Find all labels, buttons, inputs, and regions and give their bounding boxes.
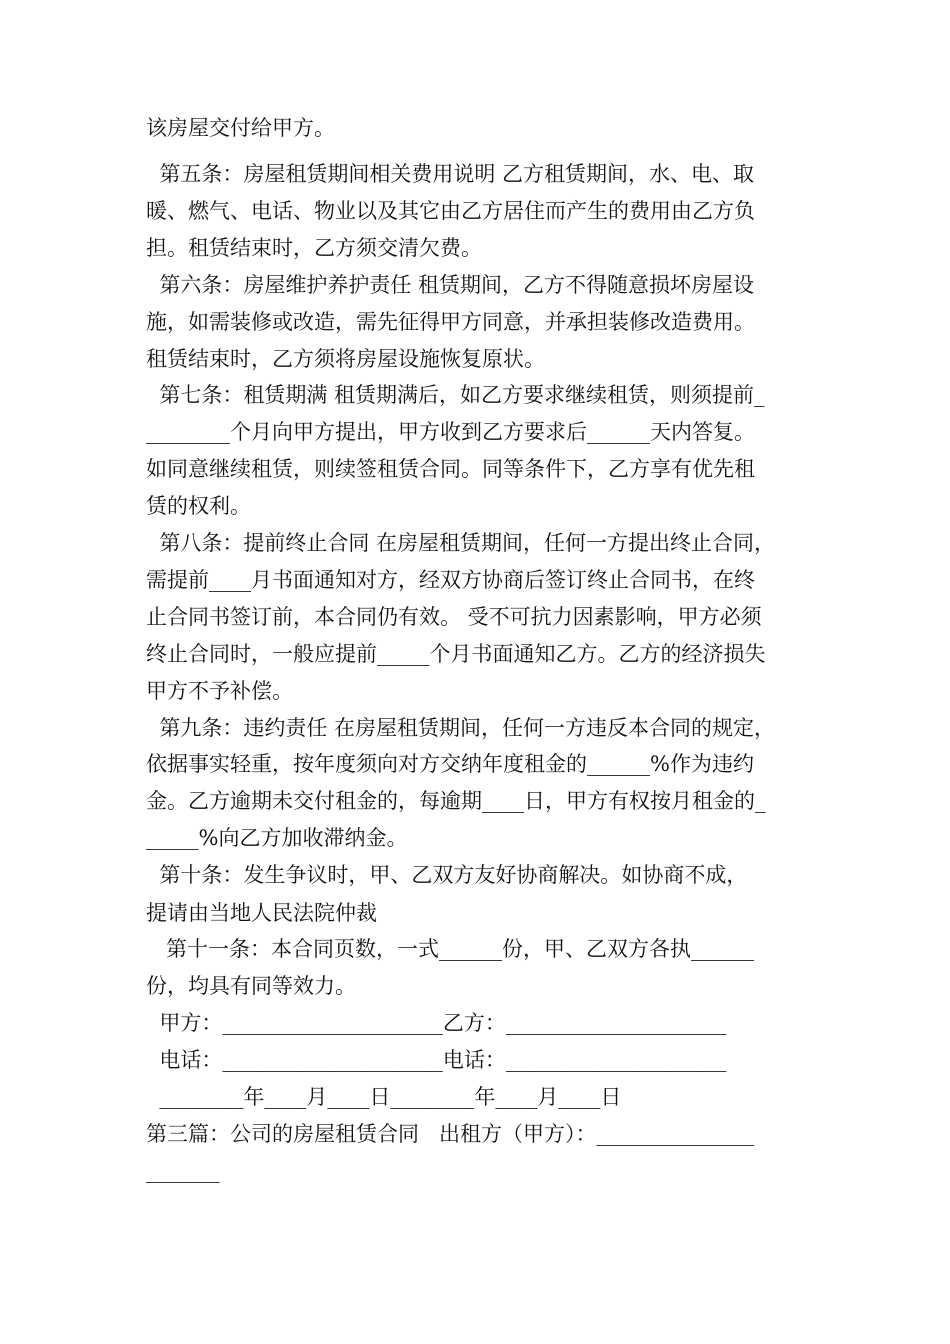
- text-line: ________个月向甲方提出，甲方收到乙方要求后______天内答复。: [146, 420, 755, 444]
- phone-line: 电话：_____________________电话：_____________________: [146, 1048, 727, 1072]
- text-line: 止合同书签订前，本合同仍有效。 受不可抗力因素影响，甲方必须: [146, 605, 762, 629]
- text-line: 第六条：房屋维护养护责任 租赁期间，乙方不得随意损坏房屋设: [146, 273, 755, 297]
- signature-line-party-a: 甲方：_____________________乙方：_____________________: [146, 1011, 727, 1035]
- text-line: 甲方不予补偿。: [146, 679, 293, 703]
- text-line: 暖、燃气、电话、物业以及其它由乙方居住而产生的费用由乙方负: [146, 199, 755, 223]
- text-line: _____%向乙方加收滞纳金。: [146, 826, 408, 850]
- text-line: 份，均具有同等效力。: [146, 974, 356, 998]
- text-line: 租赁结束时，乙方须将房屋设施恢复原状。: [146, 347, 545, 371]
- text-line: 施，如需装修或改造，需先征得甲方同意，并承担装修改造费用。: [146, 310, 755, 334]
- text-line: 金。乙方逾期未交付租金的，每逾期____日，甲方有权按月租金的_: [146, 789, 766, 813]
- date-line: ________年____月____日________年____月____日: [146, 1085, 622, 1109]
- text-line: 赁的权利。: [146, 494, 251, 518]
- text-line: 担。租赁结束时，乙方须交清欠费。: [146, 236, 482, 260]
- section-heading: 第三篇：公司的房屋租赁合同 出租方（甲方）：_______________: [146, 1122, 755, 1146]
- text-line: 第八条：提前终止合同 在房屋租赁期间，任何一方提出终止合同，: [146, 531, 776, 555]
- text-line: 第十条：发生争议时，甲、乙双方友好协商解决。如协商不成，: [146, 863, 748, 887]
- text-line: 需提前____月书面通知对方，经双方协商后签订终止合同书，在终: [146, 568, 755, 592]
- text-line: 终止合同时，一般应提前_____个月书面通知乙方。乙方的经济损失: [146, 642, 766, 666]
- text-line: 该房屋交付给甲方。: [146, 116, 335, 140]
- text-line: 第五条：房屋租赁期间相关费用说明 乙方租赁期间，水、电、取: [146, 162, 755, 186]
- text-line: 第十一条：本合同页数，一式______份，甲、乙双方各执______: [146, 937, 755, 961]
- text-line: 如同意继续租赁，则续签租赁合同。同等条件下，乙方享有优先租: [146, 457, 755, 481]
- text-line: 第七条：租赁期满 租赁期满后，如乙方要求继续租赁，则须提前_: [146, 383, 765, 407]
- text-line: 第九条：违约责任 在房屋租赁期间，任何一方违反本合同的规定，: [146, 716, 776, 740]
- text-line: 依据事实轻重，按年度须向对方交纳年度租金的______%作为违约: [146, 752, 754, 776]
- text-line: 提请由当地人民法院仲裁: [146, 901, 377, 925]
- text-line: _______: [146, 1159, 220, 1183]
